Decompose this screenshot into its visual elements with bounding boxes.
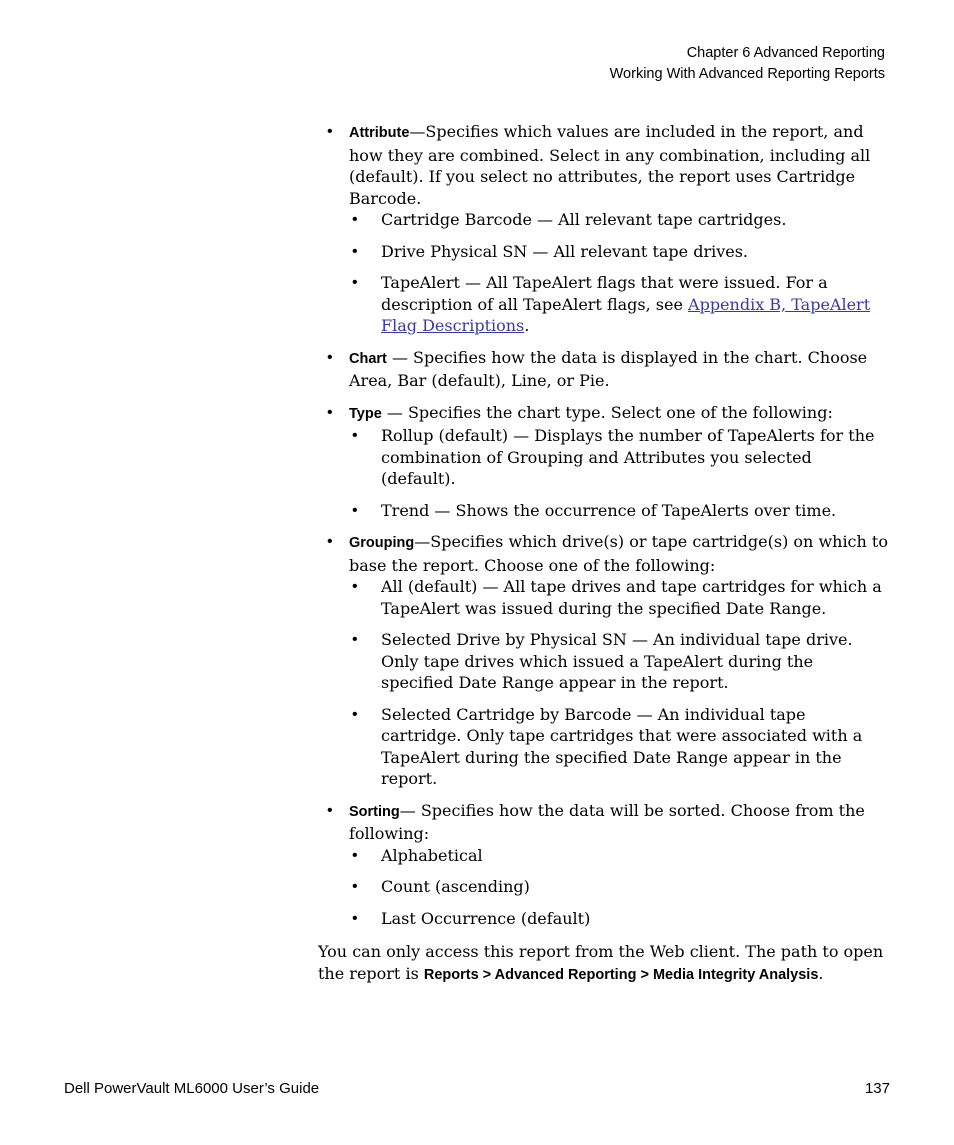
closing-paragraph	[318, 941, 890, 986]
list-item: • Cartridge Barcode — All relevant tape cartridges.	[349, 209, 890, 231]
list-item: • Selected Cartridge by Barcode — An individual tape cartridge. Only tape cartridges that were associated with a TapeAlert during the specified Date Range appear in the report.	[349, 704, 890, 790]
list-item: • Count (ascending)	[349, 876, 890, 898]
tapealert-period: .	[524, 316, 530, 335]
list-item: • Drive Physical SN — All relevant tape drives.	[349, 241, 890, 263]
option-list	[318, 121, 890, 929]
appendix-b-link[interactable]: Appendix B, TapeAlert Flag Descriptions	[381, 294, 871, 335]
type-sublist	[349, 425, 890, 521]
main-content	[318, 121, 890, 986]
page-number: 137	[864, 1080, 890, 1097]
type-text: — Specifies the chart type. Select one of the following:	[381, 402, 833, 422]
list-item: • Rollup (default) — Displays the number of TapeAlerts for the combination of Grouping and Attributes you selected (default).	[349, 425, 890, 490]
sorting-text: — Specifies how the data will be sorted. Choose from the following:	[349, 800, 865, 843]
type-item	[318, 402, 890, 522]
chart-text: — Specifies how the data is displayed in the chart. Choose Area, Bar (default), Line, or Pie.	[349, 347, 868, 390]
tapealert-text: TapeAlert — All TapeAlert flags that were issued. For a description of all TapeAlert flags, see	[381, 273, 828, 314]
list-item: • Selected Drive by Physical SN — An individual tape drive. Only tape drives which issued a TapeAlert during the specified Date Range appear in the report.	[349, 629, 890, 694]
grouping-item	[318, 531, 890, 790]
grouping-text: —Specifies which drive(s) or tape cartridge(s) on which to base the report. Choose one of the following:	[349, 532, 888, 575]
sorting-sublist	[349, 845, 890, 930]
section-title: Working With Advanced Reporting Reports	[609, 65, 885, 82]
attribute-sublist	[349, 209, 890, 337]
menu-path: Reports > Advanced Reporting > Media Integrity Analysis	[423, 966, 819, 983]
list-item: • Alphabetical	[349, 845, 890, 867]
guide-title: Dell PowerVault ML6000 User’s Guide	[64, 1080, 320, 1097]
page-footer	[64, 1080, 890, 1097]
chapter-title: Chapter 6 Advanced Reporting	[686, 45, 885, 61]
list-item: • Trend — Shows the occurrence of TapeAlerts over time.	[349, 500, 890, 522]
sorting-term: Sorting	[349, 803, 400, 820]
sorting-item	[318, 800, 890, 930]
attribute-text: —Specifies which values are included in the report, and how they are combined. Select in any combination, including all (default). If you select no attributes, the report uses Cartridge Barcode.	[349, 122, 871, 208]
grouping-term: Grouping	[349, 535, 415, 551]
type-term: Type	[349, 405, 382, 422]
attribute-item	[318, 121, 890, 337]
list-item: • Last Occurrence (default)	[349, 908, 890, 930]
chart-item	[318, 347, 890, 392]
list-item: • All (default) — All tape drives and tape cartridges for which a TapeAlert was issued during the specified Date Range.	[349, 576, 890, 619]
chart-term: Chart	[349, 350, 387, 367]
page-header	[610, 43, 885, 84]
attribute-term: Attribute	[349, 125, 410, 141]
closing-text: You can only access this report from the Web client. The path to open the report is	[318, 942, 884, 983]
closing-period: .	[818, 963, 824, 983]
grouping-sublist	[349, 576, 890, 790]
list-item	[349, 272, 890, 337]
